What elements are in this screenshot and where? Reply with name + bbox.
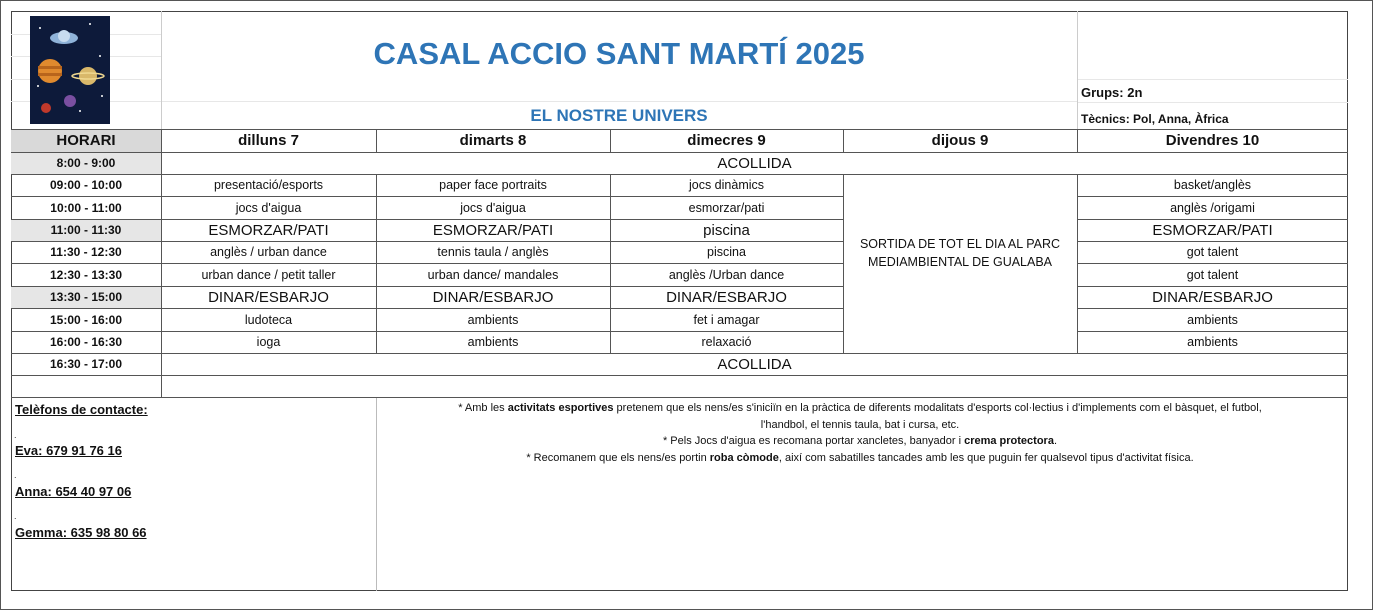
spacer-dot: .	[14, 511, 17, 521]
activity-cell: urban dance / petit taller	[201, 267, 336, 282]
activity-cell: ambients	[1187, 312, 1238, 327]
header-horari: HORARI	[56, 132, 116, 149]
activity-cell: DINAR/ESBARJO	[1152, 288, 1273, 306]
grid-line	[1077, 79, 1348, 80]
acollida-morning: ACOLLIDA	[717, 154, 792, 172]
grid-line	[11, 196, 843, 197]
grid-line	[1077, 196, 1348, 197]
grid-line	[11, 286, 843, 287]
note-water: * Pels Jocs d'aigua es recomana portar xancletes, banyador i crema protectora.	[662, 435, 1058, 447]
grid-line	[11, 331, 843, 332]
grid-line	[11, 308, 843, 309]
activity-cell: got talent	[1186, 245, 1239, 259]
grid-line	[376, 174, 377, 353]
grid-line	[11, 219, 843, 220]
activity-cell: DINAR/ESBARJO	[666, 288, 787, 306]
header-divendres: Divendres 10	[1165, 132, 1260, 149]
time-cell: 8:00 - 9:00	[11, 152, 161, 174]
activity-cell: anglès /Urban dance	[668, 267, 785, 282]
activity-cell: got talent	[1186, 267, 1239, 282]
time-cell: 12:30 - 13:30	[49, 267, 123, 282]
activity-cell: presentació/esports	[213, 178, 324, 192]
activity-cell: piscina	[703, 221, 750, 239]
activity-cell: fet i amagar	[693, 312, 760, 327]
notes-block	[380, 400, 1340, 466]
group-label: Grups: 2n	[1081, 85, 1143, 100]
excursion-line-2: MEDIAMBIENTAL DE GUALABA	[867, 254, 1053, 269]
grid-line	[1077, 174, 1078, 353]
acollida-afternoon: ACOLLIDA	[717, 355, 792, 373]
grid-line	[11, 263, 843, 264]
activity-cell: tennis taula / anglès	[437, 245, 549, 259]
grid-line	[11, 375, 1348, 376]
grid-line	[161, 152, 162, 398]
time-cell: 16:30 - 17:00	[49, 357, 123, 371]
grid-line	[1077, 241, 1348, 242]
activity-cell: jocs d'aigua	[235, 200, 302, 215]
contact-anna: Anna: 654 40 97 06	[15, 484, 132, 499]
activity-cell: jocs d'aigua	[460, 200, 526, 215]
activity-cell: ESMORZAR/PATI	[432, 221, 554, 239]
grid-line	[1077, 11, 1078, 129]
time-cell: 13:30 - 15:00	[11, 286, 161, 308]
time-cell: 11:30 - 12:30	[50, 245, 122, 259]
grid-line	[11, 241, 843, 242]
note-sports-cont: l'handbol, el tennis taula, bat i cursa, etc.	[760, 418, 960, 431]
grid-line	[1077, 308, 1348, 309]
grid-line	[610, 129, 611, 152]
activity-cell: DINAR/ESBARJO	[208, 288, 329, 306]
activity-cell: ludoteca	[244, 312, 293, 327]
page-title: CASAL ACCIO SANT MARTÍ 2025	[373, 36, 865, 71]
grid-line	[11, 129, 1348, 130]
grid-line	[11, 152, 1348, 153]
technicians-label: Tècnics: Pol, Anna, Àfrica	[1081, 112, 1229, 126]
activity-cell: ambients	[467, 335, 519, 349]
time-cell: 09:00 - 10:00	[49, 178, 123, 192]
contact-gemma: Gemma: 635 98 80 66	[15, 525, 147, 540]
activity-cell: ESMORZAR/PATI	[208, 221, 329, 239]
grid-line	[161, 129, 162, 152]
excursion-line-1: SORTIDA DE TOT EL DIA AL PARC	[859, 236, 1061, 251]
spacer-dot: .	[14, 470, 17, 480]
time-cell: 15:00 - 16:00	[49, 312, 123, 327]
header-dimarts: dimarts 8	[459, 132, 527, 149]
note-clothing: * Recomanem que els nens/es portin roba còmode, així com sabatilles tancades amb les que puguin fer qualsevol tipus d'activitat física.	[526, 451, 1194, 464]
activity-cell: relaxació	[701, 335, 752, 349]
grid-line	[376, 129, 377, 152]
activity-cell: piscina	[707, 245, 746, 259]
header-dilluns: dilluns 7	[238, 132, 299, 149]
grid-line	[610, 174, 611, 353]
grid-line	[11, 397, 1348, 398]
grid-line	[11, 174, 1348, 175]
header-dimecres: dimecres 9	[687, 132, 766, 149]
activity-cell: anglès / urban dance	[210, 245, 327, 259]
activity-cell: jocs dinàmics	[688, 178, 765, 192]
activity-cell: esmorzar/pati	[688, 200, 765, 215]
header-dijous: dijous 9	[931, 132, 989, 149]
spacer-dot: .	[14, 430, 17, 440]
time-cell: 10:00 - 11:00	[50, 200, 122, 215]
activity-cell: ambients	[467, 312, 519, 327]
time-cell: 11:00 - 11:30	[11, 219, 161, 241]
grid-line	[11, 353, 1348, 354]
activity-cell: ioga	[256, 335, 281, 349]
activity-cell: basket/anglès	[1173, 178, 1252, 192]
time-cell: 16:00 - 16:30	[49, 335, 123, 349]
grid-line	[843, 129, 844, 152]
space-logo	[30, 16, 110, 124]
activity-cell: anglès /origami	[1170, 200, 1255, 215]
activity-cell: DINAR/ESBARJO	[432, 288, 554, 306]
grid-line	[1077, 286, 1348, 287]
grid-line	[1077, 263, 1348, 264]
page-subtitle: EL NOSTRE UNIVERS	[530, 106, 708, 125]
grid-line	[1077, 129, 1078, 152]
note-sports: * Amb les activitats esportives pretenem que els nens/es s'iniciïn en la pràctica de diferents modalitats d'esports col·lectius i d'implements com el bàsquet, el futbol,	[458, 402, 1262, 414]
contact-eva: Eva: 679 91 76 16	[15, 443, 122, 458]
dijous-excursion-cell	[843, 152, 1077, 353]
grid-line	[376, 398, 377, 591]
grid-line	[843, 174, 844, 353]
activity-cell: paper face portraits	[439, 178, 547, 192]
contacts-heading: Telèfons de contacte:	[15, 402, 148, 417]
grid-line	[161, 101, 1077, 102]
activity-cell: ESMORZAR/PATI	[1152, 221, 1273, 239]
grid-line	[1077, 102, 1348, 103]
activity-cell: ambients	[1187, 335, 1238, 349]
activity-cell: urban dance/ mandales	[427, 267, 559, 282]
grid-line	[1077, 219, 1348, 220]
grid-line	[1077, 331, 1348, 332]
